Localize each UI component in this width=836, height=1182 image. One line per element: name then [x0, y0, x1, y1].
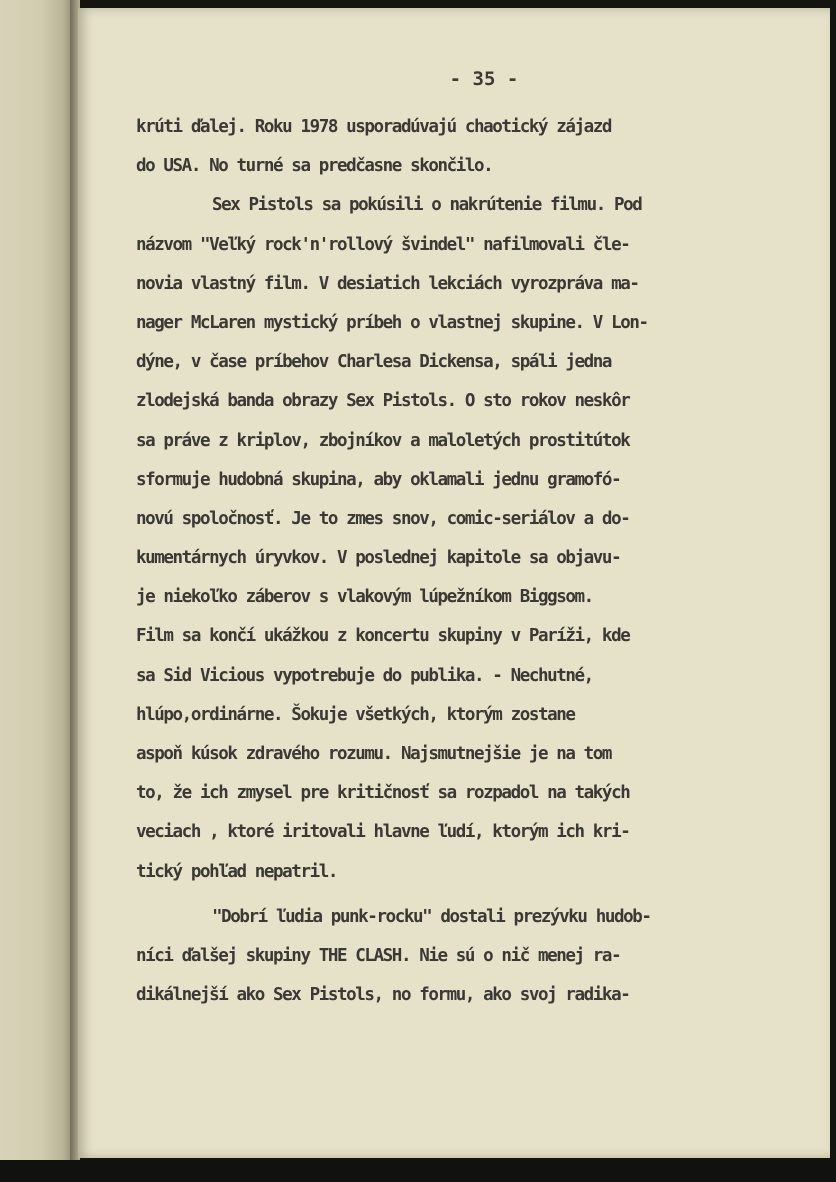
text-line: tický pohľad nepatril.	[136, 861, 337, 882]
text-line: dikálnejší ako Sex Pistols, no formu, ako svoj radika-	[136, 985, 630, 1006]
text-line: krúti ďalej. Roku 1978 usporadúvajú chaotický zájazd	[136, 117, 612, 137]
text-line: nager McLaren mystický príbeh o vlastnej skupine. V Lon-	[136, 312, 648, 333]
text-line: názvom "Veľký rock'n'rollový švindel" nafilmovali čle-	[136, 234, 630, 255]
facing-page-edge	[0, 0, 74, 1160]
text-line: níci ďalšej skupiny THE CLASH. Nie sú o nič menej ra-	[136, 945, 621, 966]
text-line: sa práve z kriplov, zbojníkov a maloletých prostitútok	[136, 430, 630, 451]
page-number: - 35 -	[449, 68, 519, 90]
scan-bottom-edge	[0, 1160, 836, 1182]
body-text	[136, 108, 796, 1015]
text-line: kumentárnych úryvkov. V poslednej kapitole sa objavu-	[136, 548, 621, 569]
text-line: do USA. No turné sa predčasne skončilo.	[136, 156, 493, 177]
text-line: zlodejská banda obrazy Sex Pistols. O sto rokov neskôr	[136, 391, 630, 412]
text-line: sformuje hudobná skupina, aby oklamali jednu gramofó-	[136, 469, 621, 490]
text-line: novia vlastný film. V desiatich lekciách vyrozpráva ma-	[136, 273, 639, 294]
text-line: je niekoľko záberov s vlakovým lúpežníkom Biggsom.	[136, 587, 593, 608]
text-line: sa Sid Vicious vypotrebuje do publika. - Nechutné,	[136, 665, 593, 686]
text-line: novú spoločnosť. Je to zmes snov, comic-seriálov a do-	[136, 508, 630, 529]
text-line: Film sa končí ukážkou z koncertu skupiny v Paríži, kde	[136, 626, 630, 647]
text-line: hlúpo,ordinárne. Šokuje všetkých, ktorým zostane	[136, 704, 575, 725]
text-line: to, že ich zmysel pre kritičnosť sa rozpadol na takých	[136, 783, 630, 804]
text-line: "Dobrí ľudia punk-rocku" dostali prezývku hudob-	[212, 906, 651, 927]
text-line: Sex Pistols sa pokúsili o nakrútenie filmu. Pod	[212, 195, 642, 216]
text-line: aspoň kúsok zdravého rozumu. Najsmutnejšie je na tom	[136, 744, 612, 764]
text-line: veciach , ktoré iritovali hlavne ľudí, ktorým ich kri-	[136, 822, 630, 843]
text-line: dýne, v čase príbehov Charlesa Dickensa, spáli jedna	[136, 352, 612, 373]
